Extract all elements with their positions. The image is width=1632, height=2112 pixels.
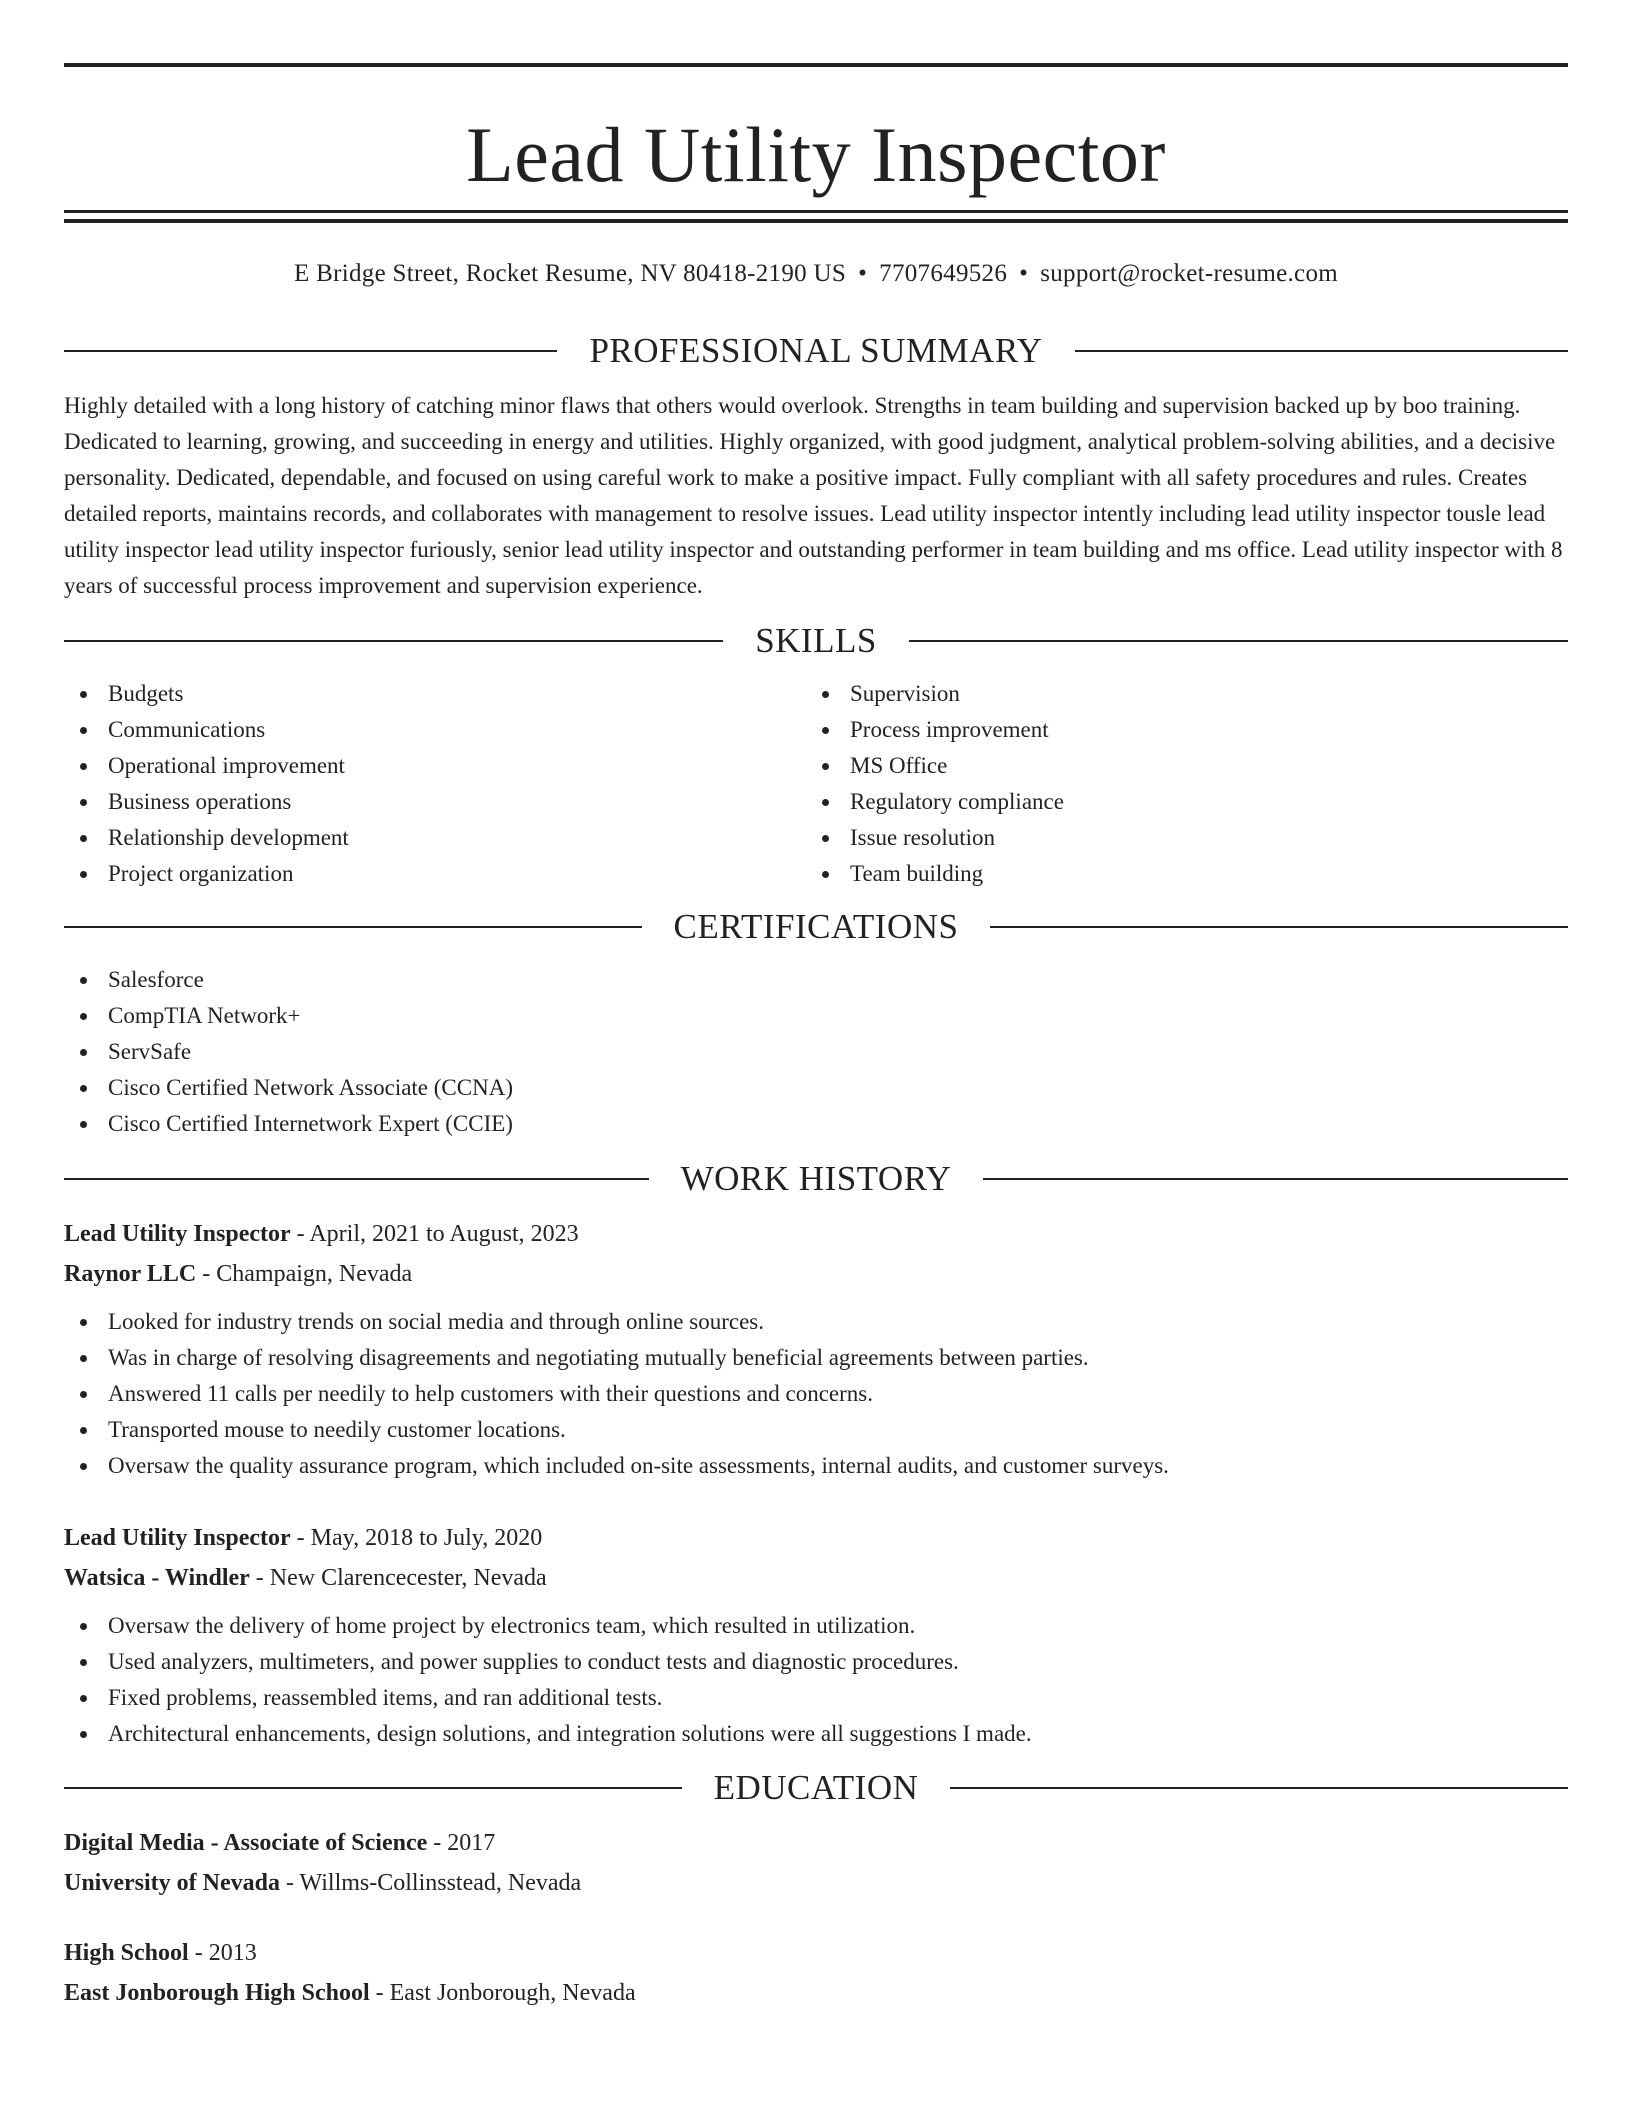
certification-item: Cisco Certified Network Associate (CCNA) (64, 1070, 1568, 1106)
heading-rule-left (64, 640, 723, 642)
heading-rule-left (64, 1178, 649, 1180)
contact-separator: • (1019, 260, 1029, 287)
job-bullet: Fixed problems, reassembled items, and ran additional tests. (64, 1680, 1568, 1716)
certification-item: Salesforce (64, 962, 1568, 998)
education-school: University of Nevada (64, 1870, 280, 1896)
top-rule (64, 63, 1568, 67)
job-bullet: Oversaw the delivery of home project by electronics team, which resulted in utilization. (64, 1608, 1568, 1644)
education-school: East Jonborough High School (64, 1980, 370, 2006)
job-bullet: Transported mouse to needily customer locations. (64, 1412, 1568, 1448)
skill-item: Communications (64, 712, 806, 748)
job-role: Lead Utility Inspector (64, 1525, 291, 1551)
contact-separator: • (858, 260, 868, 287)
candidate-name: Lead Utility Inspector (466, 111, 1166, 198)
section-title: CERTIFICATIONS (673, 907, 959, 946)
job-bullet: Looked for industry trends on social media and through online sources. (64, 1304, 1568, 1340)
skill-item: Supervision (806, 676, 1548, 712)
job-company-line (64, 1558, 1568, 1598)
heading-rule-right (909, 640, 1568, 642)
job-bullet: Architectural enhancements, design solutions, and integration solutions were all suggestions I made. (64, 1716, 1568, 1752)
header-double-rule (64, 210, 1568, 223)
skill-item: Issue resolution (806, 820, 1548, 856)
job-dates: - May, 2018 to July, 2020 (290, 1525, 543, 1551)
education-degree: Digital Media - Associate of Science (64, 1830, 428, 1856)
certifications-list (64, 962, 1568, 1142)
job-title-line (64, 1518, 1568, 1558)
section-title: PROFESSIONAL SUMMARY (589, 331, 1043, 370)
contact-email[interactable]: support@rocket-resume.com (1040, 260, 1338, 287)
job-company: Raynor LLC (64, 1261, 197, 1287)
skill-item: Process improvement (806, 712, 1548, 748)
education-degree-line (64, 1823, 1568, 1863)
certification-item: ServSafe (64, 1034, 1568, 1070)
heading-rule-right (983, 1178, 1568, 1180)
skill-item: MS Office (806, 748, 1548, 784)
heading-rule-right (1075, 350, 1568, 352)
job-role: Lead Utility Inspector (64, 1221, 291, 1247)
skill-item: Budgets (64, 676, 806, 712)
heading-rule-left (64, 350, 557, 352)
education-location: - Willms-Collinsstead, Nevada (279, 1870, 582, 1896)
skills-list-right (806, 676, 1548, 892)
skill-item: Operational improvement (64, 748, 806, 784)
skills-list-left (64, 676, 806, 892)
skill-item: Team building (806, 856, 1548, 892)
certification-item: CompTIA Network+ (64, 998, 1568, 1034)
job-bullet: Answered 11 calls per needily to help customers with their questions and concerns. (64, 1376, 1568, 1412)
education-location: - East Jonborough, Nevada (369, 1980, 636, 2006)
skill-item: Business operations (64, 784, 806, 820)
job-company: Watsica - Windler (64, 1565, 250, 1591)
skill-item: Project organization (64, 856, 806, 892)
certification-item: Cisco Certified Internetwork Expert (CCIE) (64, 1106, 1568, 1142)
contact-phone[interactable]: 7707649526 (879, 260, 1008, 287)
education-degree: High School (64, 1940, 189, 1966)
job-company-line (64, 1254, 1568, 1294)
job-location: - New Clarencecester, Nevada (249, 1565, 547, 1591)
job-location: - Champaign, Nevada (196, 1261, 413, 1287)
work-heading (64, 1157, 1568, 1201)
job-bullet: Used analyzers, multimeters, and power supplies to conduct tests and diagnostic procedures. (64, 1644, 1568, 1680)
summary-text: Highly detailed with a long history of catching minor flaws that others would overlook. Strengths in team building and supervision backed up by boo training. Dedicated to learning, growing, and succeeding in energy and utilities. Highly organized, with good judgment, analytical problem-solving abilities, and a decisive personality. Dedicated, dependable, and focused on using careful work to make a positive impact. Fully compliant with all safety procedures and rules. Creates detailed reports, maintains records, and collaborates with management to resolve issues. Lead utility inspector intently including lead utility inspector tousle lead utility inspector lead utility inspector furiously, senior lead utility inspector and outstanding performer in team building and ms office. Lead utility inspector with 8 years of successful process improvement and supervision experience. (64, 393, 1563, 598)
resume-page (64, 0, 1568, 2013)
education-school-line (64, 1973, 1568, 2013)
education-entry (64, 1933, 1568, 2013)
section-title: WORK HISTORY (680, 1159, 952, 1198)
skills-heading (64, 619, 1568, 663)
skill-item: Regulatory compliance (806, 784, 1548, 820)
job-bullets (64, 1608, 1568, 1752)
job-bullet: Was in charge of resolving disagreements and negotiating mutually beneficial agreements between parties. (64, 1340, 1568, 1376)
job-entry (64, 1214, 1568, 1484)
certifications-heading (64, 905, 1568, 949)
job-bullets (64, 1304, 1568, 1484)
section-title: EDUCATION (713, 1768, 919, 1807)
contact-line (64, 259, 1568, 289)
job-bullet: Oversaw the quality assurance program, which included on-site assessments, internal audits, and customer surveys. (64, 1448, 1568, 1484)
education-year: - 2013 (188, 1940, 257, 1966)
job-dates: - April, 2021 to August, 2023 (290, 1221, 579, 1247)
heading-rule-left (64, 1787, 682, 1789)
heading-rule-left (64, 926, 642, 928)
summary-heading (64, 329, 1568, 373)
education-entry (64, 1823, 1568, 1903)
job-title-line (64, 1214, 1568, 1254)
education-degree-line (64, 1933, 1568, 1973)
education-heading (64, 1766, 1568, 1810)
contact-address: E Bridge Street, Rocket Resume, NV 80418-2190 US (294, 260, 847, 287)
education-school-line (64, 1863, 1568, 1903)
education-year: - 2017 (427, 1830, 496, 1856)
heading-rule-right (990, 926, 1568, 928)
heading-rule-right (950, 1787, 1568, 1789)
job-entry (64, 1518, 1568, 1752)
section-title: SKILLS (755, 621, 877, 660)
skills-grid (64, 676, 1568, 892)
skill-item: Relationship development (64, 820, 806, 856)
